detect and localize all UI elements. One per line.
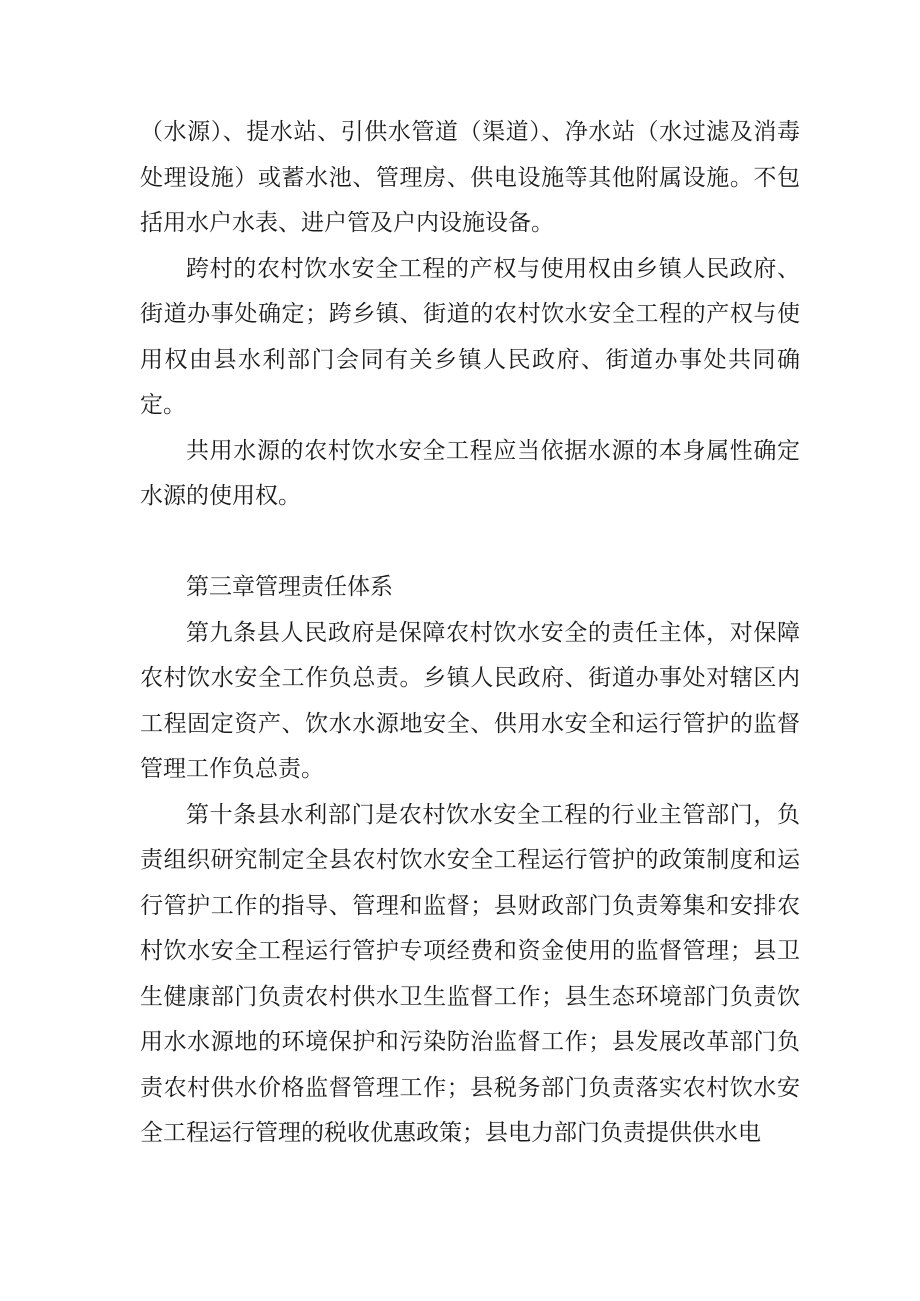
paragraph-water-source: 共用水源的农村饮水安全工程应当依据水源的本身属性确定水源的使用权。 bbox=[140, 437, 800, 509]
article-10: 第十条县水利部门是农村饮水安全工程的行业主管部门，负责组织研究制定全县农村饮水安全工程运行管护的政策制度和运行管护工作的指导、管理和监督；县财政部门负责筹集和安排农村饮水安全工程运行管护专项经费和资金使用的监督管理；县卫生健康部门负责农村供水卫生监督工作；县生态环境部门负责饮用水水源地的环境保护和污染防治监督工作；县发展改革部门负责农村供水价格监督管理工作；县税务部门负责落实农村饮水安全工程运行管理的税收优惠政策；县电力部门负责提供供水电 bbox=[140, 801, 800, 1146]
paragraph-continued: （水源）、提水站、引供水管道（渠道）、净水站（水过滤及消毒处理设施）或蓄水池、管理房、供电设施等其他附属设施。不包括用水户水表、进户管及户内设施设备。 bbox=[140, 119, 800, 236]
paragraph-ownership: 跨村的农村饮水安全工程的产权与使用权由乡镇人民政府、街道办事处确定；跨乡镇、街道的农村饮水安全工程的产权与使用权由县水利部门会同有关乡镇人民政府、街道办事处共同确定。 bbox=[140, 255, 800, 418]
article-9: 第九条县人民政府是保障农村饮水安全的责任主体，对保障农村饮水安全工作负总责。乡镇人民政府、街道办事处对辖区内工程固定资产、饮水水源地安全、供用水安全和运行管护的监督管理工作负总责。 bbox=[140, 619, 800, 782]
document-body bbox=[140, 110, 800, 1157]
chapter-heading: 第三章管理责任体系 bbox=[186, 574, 393, 600]
